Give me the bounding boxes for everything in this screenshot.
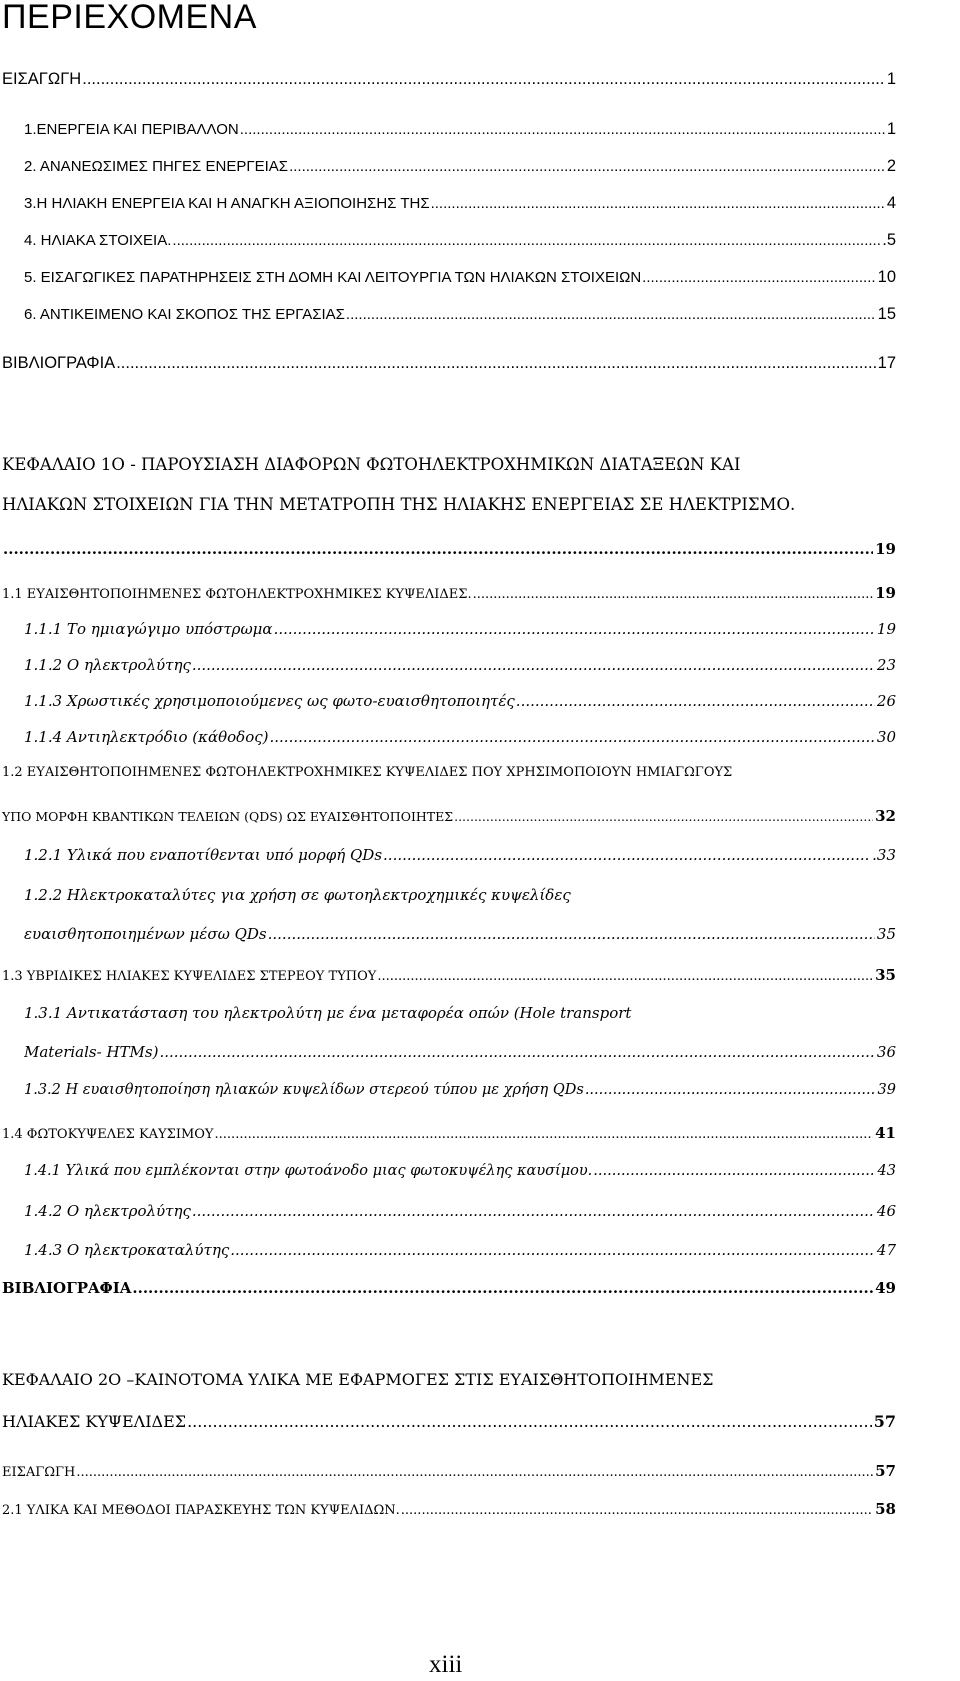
toc-entry-text: ΗΛΙΑΚΕΣ ΚΥΨΕΛΙΔΕΣ [2,1412,187,1431]
toc-entry-text: 1.4 ΦΩΤΟΚΥΨΕΛΕΣ ΚΑΥΣΙΜΟΥ [2,1127,214,1142]
dot-leader [473,587,874,602]
toc-entry-text: 1.1 ΕΥΑΙΣΘΗΤΟΠΟΙΗΜΕΝΕΣ ΦΩΤΟΗΛΕΚΤΡΟΧΗΜΙΚΕΣ ΚΥΨΕΛΙΔΕΣ. [2,587,472,602]
toc-entry-page: 46 [876,1202,896,1220]
toc-entry-text[interactable]: 1.3.1 Αντικατάσταση του ηλεκτρολύτη με ένα μεταφορέα οπών (Hole transport [24,1004,632,1022]
toc-entry-text: ευαισθητοποιημένων μέσω QDs [24,925,267,943]
dot-leader [230,1241,875,1259]
toc-entry-text: 1.1.1 Το ημιαγώγιμο υπόστρωμα [24,620,273,638]
toc-entry-page: 57 [873,1412,896,1431]
toc-entry-text: 1.4.3 Ο ηλεκτροκαταλύτης [24,1241,230,1259]
toc-entry-page: 17 [877,354,896,372]
dot-leader [240,121,885,138]
toc-entry-page: 19 [875,540,896,558]
toc-entry-text: 1.3.2 Η ευαισθητοποίηση ηλιακών κυψελίδων στερεού τύπου με χρήση QDs [24,1082,584,1098]
toc-entry[interactable] [24,231,896,250]
toc-entry[interactable] [24,925,896,943]
toc-entry-text: 1.4.2 Ο ηλεκτρολύτης [24,1202,191,1220]
page-title: ΠΕΡΙΕΧΟΜΕΝΑ [2,0,257,36]
toc-entry-page: 10 [877,268,896,286]
toc-entry-page: 30 [876,728,896,746]
toc-entry-page: 57 [875,1462,896,1480]
toc-entry-text: 1.1.2 Ο ηλεκτρολύτης [24,656,191,674]
dot-leader [585,1082,876,1098]
toc-entry-page: 19 [876,620,896,638]
toc-entry-text: 1.4.1 Υλικά που εμπλέκονται στην φωτοάνοδο μιας φωτοκυψέλης καυσίμου. [24,1163,593,1179]
toc-entry-text: 4. ΗΛΙΑΚΑ ΣΤΟΙΧΕΙΑ. [24,232,172,249]
dot-leader [383,846,870,864]
toc-entry[interactable] [24,194,896,213]
toc-entry-text: 2. ΑΝΑΝΕΩΣΙΜΕΣ ΠΗΓΕΣ ΕΝΕΡΓΕΙΑΣ [24,158,289,175]
dot-leader [401,1503,873,1518]
toc-entry-page: 1 [886,70,896,88]
toc-entry[interactable] [24,305,896,324]
dot-leader [187,1412,872,1431]
toc-entry[interactable] [2,354,896,373]
dot-leader [377,969,873,984]
toc-entry[interactable] [2,70,896,89]
page-number: xiii [429,1651,463,1678]
dot-leader [82,70,885,89]
dot-leader [132,1279,873,1297]
dot-leader [270,728,875,746]
chapter-heading-cont: ΗΛΙΑΚΩΝ ΣΤΟΙΧΕΙΩΝ ΓΙΑ ΤΗΝ ΜΕΤΑΤΡΟΠΗ ΤΗΣ ΗΛΙΑΚΗΣ ΕΝΕΡΓΕΙΑΣ ΣΕ ΗΛΕΚΤΡΙΣΜΟ. [2,495,796,514]
toc-entry-text: 2.1 ΥΛΙΚΑ ΚΑΙ ΜΕΘΟΔΟΙ ΠΑΡΑΣΚΕΥΗΣ ΤΩΝ ΚΥΨΕΛΙΔΩΝ. [2,1503,400,1518]
toc-entry[interactable] [24,157,896,176]
toc-entry-page: .33 [872,846,896,864]
toc-entry-text: ΒΙΒΛΙΟΓΡΑΦΙΑ [2,354,116,372]
toc-entry-page: 35 [875,966,896,984]
dot-leader [192,656,875,674]
toc-entry-text: ΕΙΣΑΓΩΓΗ [2,70,82,88]
toc-entry[interactable] [2,1462,896,1480]
toc-entry[interactable] [24,620,896,638]
toc-entry-page: 43 [877,1163,896,1179]
toc-entry-text: 1.2.1 Υλικά που εναποτίθενται υπό μορφή QDs [24,846,383,864]
toc-entry-page: 26 [876,692,896,710]
dot-leader [593,1163,875,1179]
toc-entry[interactable] [2,540,896,558]
toc-entry-page: 15 [877,305,896,323]
dot-leader [192,1202,875,1220]
toc-entry-page: 49 [875,1279,896,1297]
toc-entry[interactable] [2,584,896,602]
toc-entry-text: 1.3 ΥΒΡΙΔΙΚΕΣ ΗΛΙΑΚΕΣ ΚΥΨΕΛΙΔΕΣ ΣΤΕΡΕΟΥ ΤΥΠΟΥ [2,969,377,984]
toc-entry-text: 1.1.4 Αντιηλεκτρόδιο (κάθοδος) [24,728,269,746]
toc-entry-text: 1.ΕΝΕΡΓΕΙΑ ΚΑΙ ΠΕΡΙΒΑΛΛΟΝ [24,121,239,138]
toc-entry-text[interactable]: 1.2.2 Ηλεκτροκαταλύτες για χρήση σε φωτοηλεκτροχημικές κυψελίδες [24,886,571,904]
chapter-heading[interactable]: ΚΕΦΑΛΑΙΟ 2Ο –ΚΑΙΝΟΤΟΜΑ ΥΛΙΚΑ ΜΕ ΕΦΑΡΜΟΓΕΣ ΣΤΙΣ ΕΥΑΙΣΘΗΤΟΠΟΙΗΜΕΝΕΣ [2,1370,714,1389]
toc-entry[interactable] [24,1241,896,1259]
toc-entry-page: 4 [886,194,896,212]
toc-entry-page: 32 [875,807,896,825]
dot-leader [516,692,875,710]
toc-entry-text: ΕΙΣΑΓΩΓΗ [2,1465,76,1480]
dot-leader [274,620,875,638]
toc-entry[interactable] [2,1412,896,1431]
toc-entry-page: 41 [875,1124,896,1142]
toc-entry-text: ΥΠΟ ΜΟΡΦΗ ΚΒΑΝΤΙΚΩΝ ΤΕΛΕΙΩΝ (QDS) ΩΣ ΕΥΑΙΣΘΗΤΟΠΟΙΗΤΕΣ [2,809,454,824]
toc-entry-text: ΒΙΒΛΙΟΓΡΑΦΙΑ [2,1279,132,1297]
dot-leader [215,1127,874,1142]
toc-entry-page: 2 [886,157,896,175]
toc-entry-page: .5 [882,231,896,249]
toc-entry-page: 23 [876,656,896,674]
dot-leader [289,158,885,175]
dot-leader [431,195,885,212]
toc-entry-page: 19 [875,584,896,602]
toc-entry-page: 39 [877,1082,896,1098]
toc-entry-page: 58 [875,1500,896,1518]
toc-entry[interactable] [24,1082,896,1098]
dot-leader [3,540,873,558]
dot-leader [268,925,875,943]
dot-leader [172,232,880,249]
toc-entry-page: 36 [876,1043,896,1061]
toc-entry-page: 1 [886,120,896,138]
toc-entry[interactable] [24,728,896,746]
dot-leader [159,1043,874,1061]
toc-entry-text[interactable]: 1.2 ΕΥΑΙΣΘΗΤΟΠΟΙΗΜΕΝΕΣ ΦΩΤΟΗΛΕΚΤΡΟΧΗΜΙΚΕΣ ΚΥΨΕΛΙΔΕΣ ΠΟΥ ΧΡΗΣΙΜΟΠΟΙΟΥΝ ΗΜΙΑΓΩΓΟΥΣ [2,765,733,780]
toc-entry-text: 6. ΑΝΤΙΚΕΙΜΕΝΟ ΚΑΙ ΣΚΟΠΟΣ ΤΗΣ ΕΡΓΑΣΙΑΣ [24,306,345,323]
dot-leader [454,809,873,824]
toc-entry[interactable] [24,120,896,139]
toc-entry[interactable] [24,1202,896,1220]
toc-entry[interactable] [2,966,896,984]
toc-entry-text: 1.1.3 Χρωστικές χρησιμοποιούμενες ως φωτο-ευαισθητοποιητές [24,692,515,710]
dot-leader [116,354,875,373]
toc-entry[interactable] [24,692,896,710]
toc-entry[interactable] [24,656,896,674]
toc-entry-text: Materials- HTMs) [24,1043,159,1061]
dot-leader [642,269,875,286]
toc-entry[interactable] [24,1163,896,1179]
chapter-heading[interactable]: ΚΕΦΑΛΑΙΟ 1Ο - ΠΑΡΟΥΣΙΑΣΗ ΔΙΑΦΟΡΩΝ ΦΩΤΟΗΛΕΚΤΡΟΧΗΜΙΚΩΝ ΔΙΑΤΑΞΕΩΝ ΚΑΙ [2,455,741,474]
toc-entry-page: 35 [876,925,896,943]
toc-entry[interactable] [24,846,896,864]
toc-entry[interactable] [24,268,896,287]
toc-entry-text: 3.Η ΗΛΙΑΚΗ ΕΝΕΡΓΕΙΑ ΚΑΙ Η ΑΝΑΓΚΗ ΑΞΙΟΠΟΙΗΣΗΣ ΤΗΣ [24,195,430,212]
toc-entry[interactable] [2,1124,896,1142]
dot-leader [76,1465,873,1480]
toc-entry[interactable] [2,807,896,825]
toc-entry[interactable] [2,1500,896,1518]
toc-entry-page: 47 [876,1241,896,1259]
toc-entry[interactable] [2,1279,896,1297]
dot-leader [346,306,876,323]
toc-entry[interactable] [24,1043,896,1061]
toc-entry-text: 5. ΕΙΣΑΓΩΓΙΚΕΣ ΠΑΡΑΤΗΡΗΣΕΙΣ ΣΤΗ ΔΟΜΗ ΚΑΙ ΛΕΙΤΟΥΡΓΙΑ ΤΩΝ ΗΛΙΑΚΩΝ ΣΤΟΙΧΕΙΩΝ [24,269,642,286]
